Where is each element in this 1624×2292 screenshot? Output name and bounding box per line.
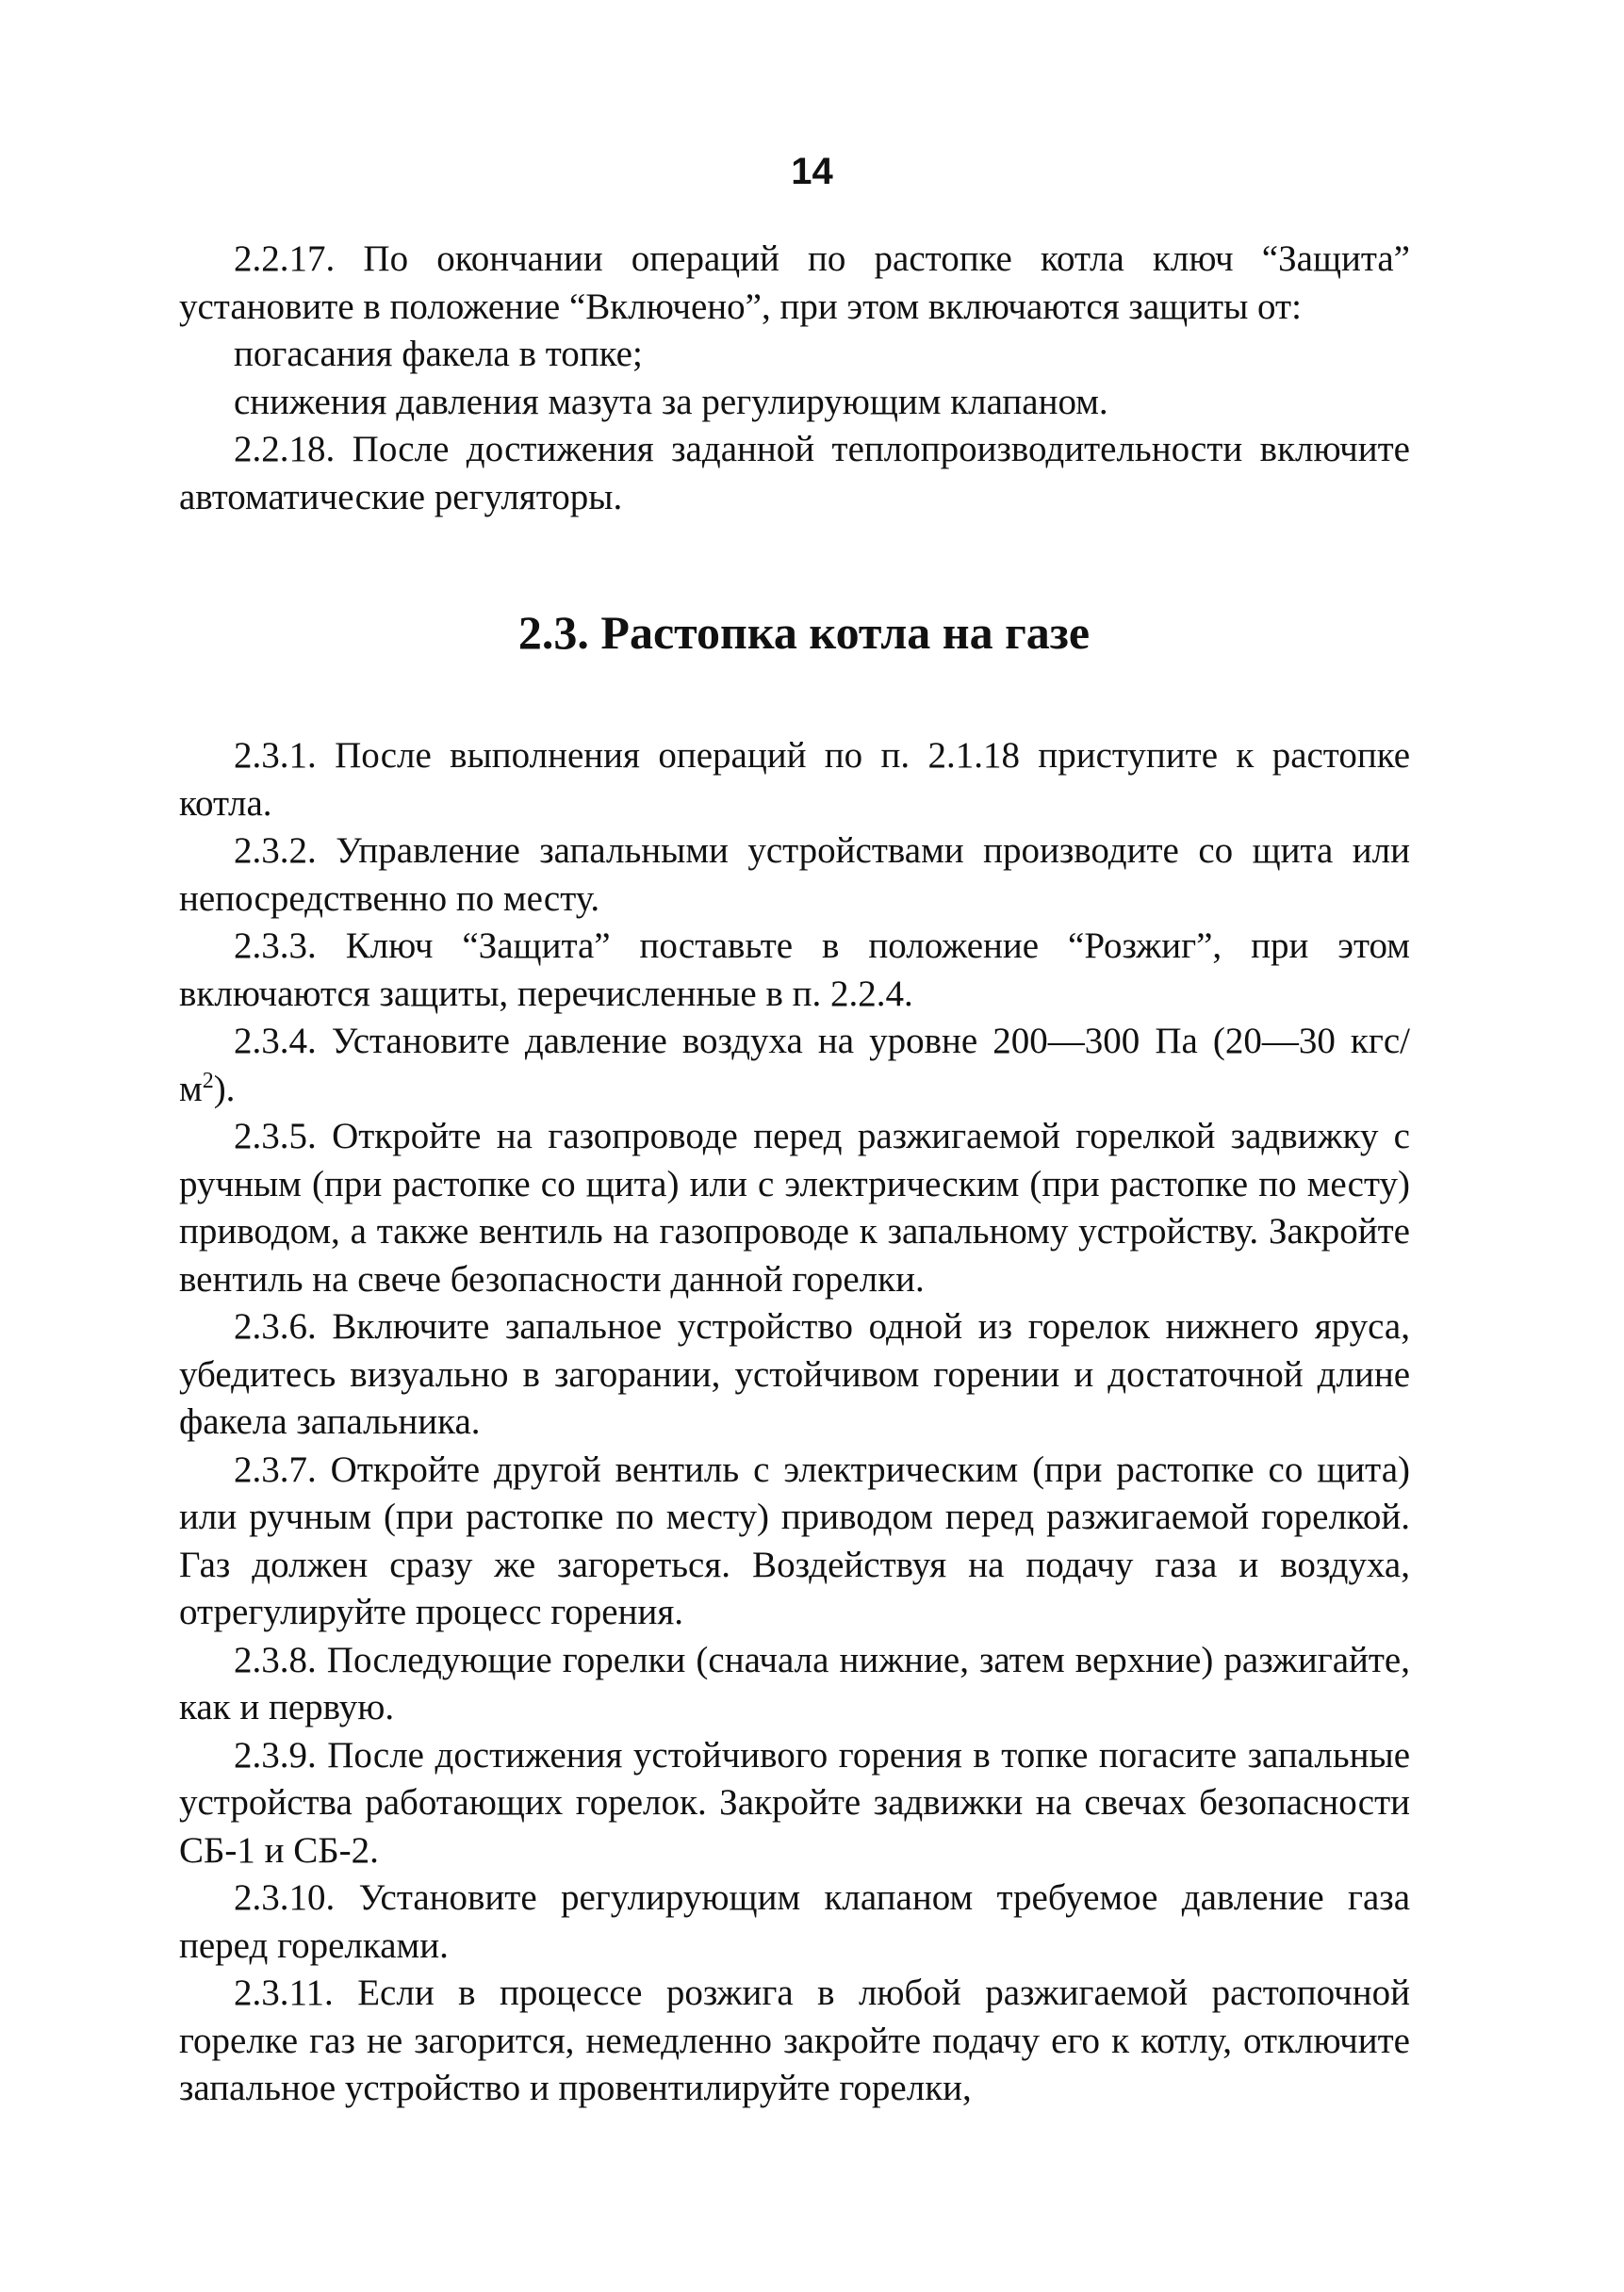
paragraph-2-3-7: 2.3.7. Откройте другой вентиль с электрическим (при растопке со щита) или ручным (при растопке по месту) приводом перед разжигаемой горелкой. Газ должен сразу же загореться. Воздействуя на подачу газа и воздуха, отрегулируйте процесс горения.	[179, 1449, 1410, 1632]
paragraph-2-3-3: 2.3.3. Ключ “Защита” поставьте в положение “Розжиг”, при этом включаются защиты, перечисленные в п. 2.2.4.	[179, 925, 1410, 1014]
paragraph-2-3-5: 2.3.5. Откройте на газопроводе перед разжигаемой горелкой задвижку с ручным (при растопке со щита) или с электрическим (при растопке по месту) приводом, а также вентиль на газопроводе к запальному устройству. Закройте вентиль на свече безопасности данной горелки.	[179, 1116, 1410, 1300]
paragraph-2-3-11: 2.3.11. Если в процессе розжига в любой разжигаемой растопочной горелке газ не загорится, немедленно закройте подачу его к котлу, отключите запальное устройство и провентилируйте горелки,	[179, 1973, 1410, 2108]
paragraph-2-3-4-text: 2.3.4. Установите давление воздуха на уровне 200—300 Па (20—30 кгс/м	[179, 1021, 1410, 1109]
page-content	[179, 236, 1410, 2113]
spacer	[179, 661, 1410, 732]
paragraph-2-3-6: 2.3.6. Включите запальное устройство одной из горелок нижнего яруса, убедитесь визуально в загорании, устойчивом горении и достаточной длине факела запальника.	[179, 1306, 1410, 1442]
paragraph-2-3-1: 2.3.1. После выполнения операций по п. 2.1.18 приступите к растопке котла.	[179, 735, 1410, 824]
paragraph-2-2-18: 2.2.18. После достижения заданной теплопроизводительности включите автоматические регуляторы.	[179, 429, 1410, 517]
superscript-exponent: 2	[202, 1068, 214, 1093]
spacer	[179, 521, 1410, 604]
paragraph-2-3-4-end: ).	[213, 1068, 236, 1109]
paragraph-2-3-8: 2.3.8. Последующие горелки (сначала нижние, затем верхние) разжигайте, как и первую.	[179, 1639, 1410, 1727]
paragraph-2-3-2: 2.3.2. Управление запальными устройствами производите со щита или непосредственно по месту.	[179, 830, 1410, 919]
list-item-flame-out: погасания факела в топке;	[234, 334, 643, 374]
list-item-fuel-pressure: снижения давления мазута за регулирующим клапаном.	[234, 381, 1108, 422]
paragraph-2-3-10: 2.3.10. Установите регулирующим клапаном требуемое давление газа перед горелками.	[179, 1877, 1410, 1966]
paragraph-2-3-4	[179, 1018, 1410, 1113]
page-number: 14	[791, 151, 833, 192]
section-heading: 2.3. Растопка котла на газе	[517, 606, 1091, 659]
paragraph-2-3-9: 2.3.9. После достижения устойчивого горения в топке погасите запальные устройства работающих горелок. Закройте задвижки на свечах безопасности СБ-1 и СБ-2.	[179, 1734, 1410, 1871]
paragraph-2-2-17: 2.2.17. По окончании операций по растопке котла ключ “Защита” установите в положение “Включено”, при этом включаются защиты от:	[179, 238, 1410, 327]
